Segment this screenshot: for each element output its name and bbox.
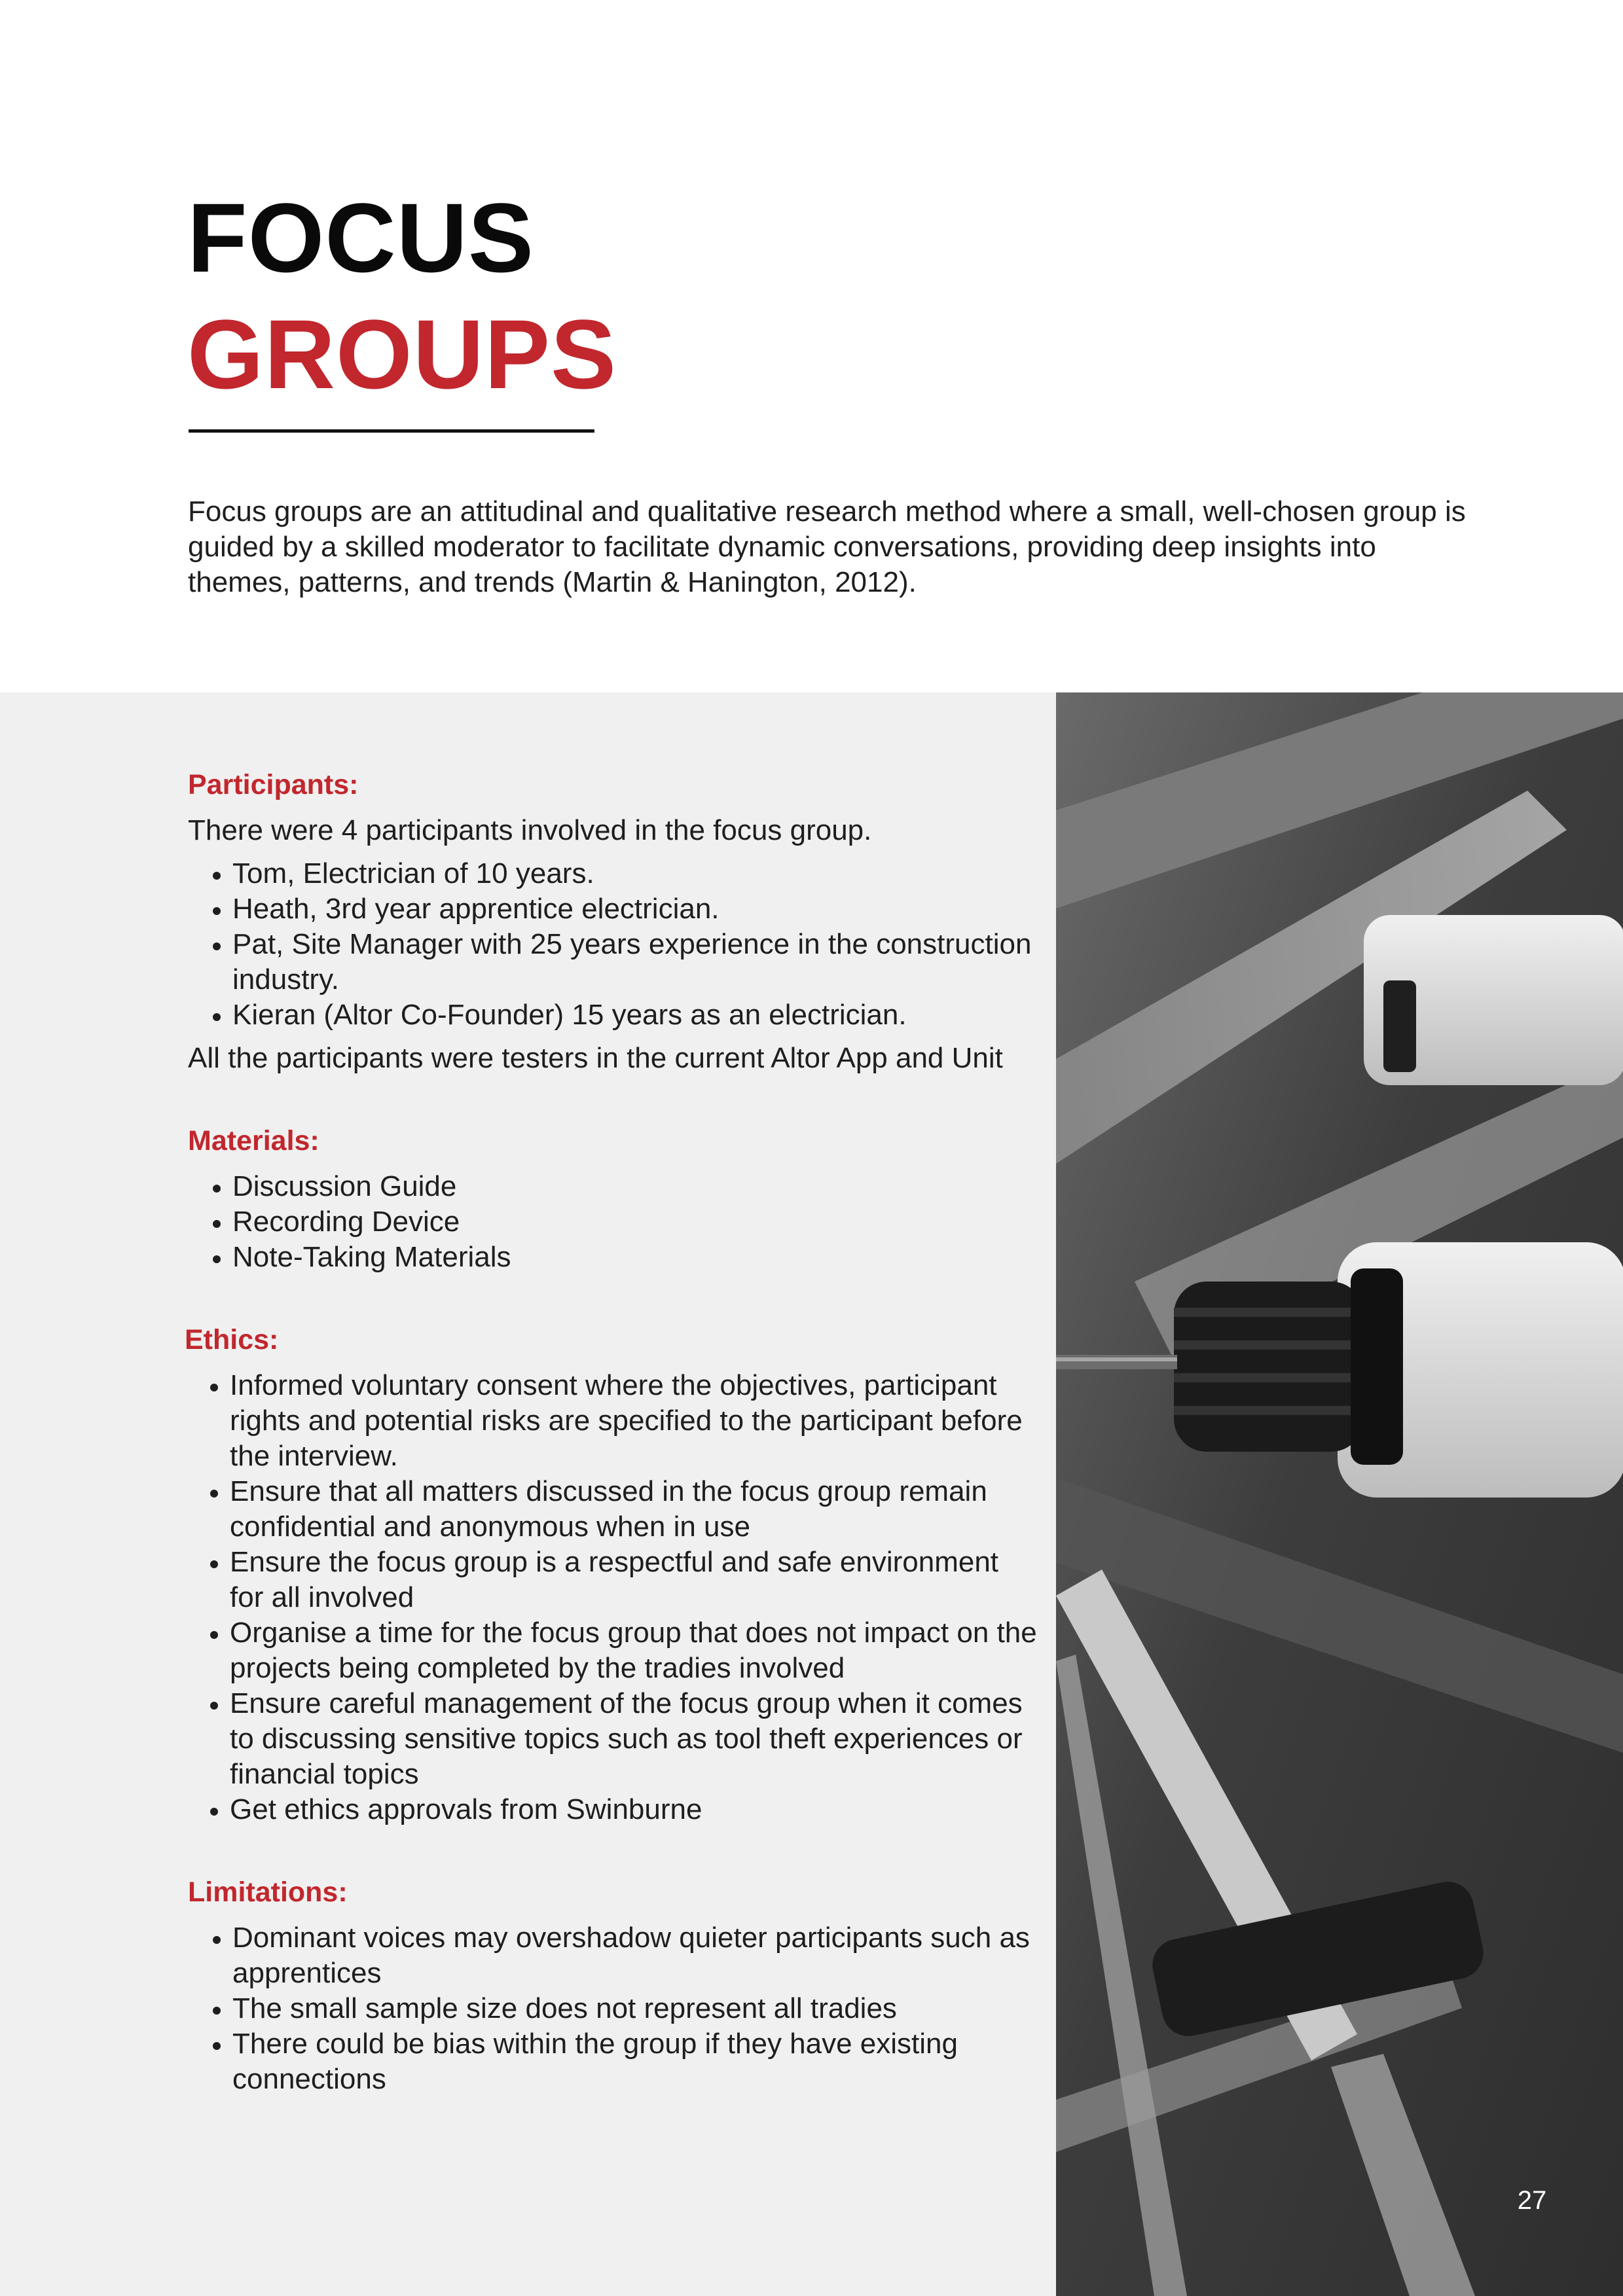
participants-section bbox=[188, 767, 1039, 1076]
participants-heading: Participants: bbox=[188, 769, 359, 800]
list-item: • Organise a time for the focus group that does not impact on the projects being completed by the tradies involved bbox=[230, 1615, 1039, 1686]
title-line-focus: FOCUS bbox=[187, 183, 534, 293]
drill-bit-shape bbox=[1056, 1355, 1177, 1369]
list-item: • Discussion Guide bbox=[232, 1169, 1039, 1204]
content-column bbox=[185, 767, 1039, 2105]
participants-closing: All the participants were testers in the current Altor App and Unit bbox=[188, 1042, 1003, 1074]
drill-trigger-shape bbox=[1383, 980, 1416, 1072]
limitations-section bbox=[188, 1874, 1039, 2097]
list-item: • Ensure the focus group is a respectful and safe environment for all involved bbox=[230, 1545, 1039, 1615]
list-item: • Ensure careful management of the focus group when it comes to discussing sensitive topics such as tool theft experiences or financial topics bbox=[230, 1686, 1039, 1792]
list-item: • The small sample size does not represent all tradies bbox=[232, 1991, 1039, 2026]
chuck-ridge bbox=[1174, 1340, 1364, 1350]
chuck-ridge bbox=[1174, 1406, 1364, 1415]
list-item: • Pat, Site Manager with 25 years experience in the construction industry. bbox=[232, 927, 1039, 997]
materials-heading: Materials: bbox=[188, 1125, 319, 1157]
limitations-list bbox=[188, 1920, 1039, 2097]
intro-paragraph: Focus groups are an attitudinal and qualitative research method where a small, well-chosen group is guided by a skilled moderator to facilitate dynamic conversations, providing deep insights into themes, patterns, and trends (Martin & Hanington, 2012). bbox=[188, 495, 1466, 598]
list-item: • Dominant voices may overshadow quieter participants such as apprentices bbox=[232, 1920, 1039, 1991]
participants-list bbox=[188, 856, 1039, 1033]
materials-list bbox=[188, 1169, 1039, 1275]
list-item: • Recording Device bbox=[232, 1204, 1039, 1240]
drill-chuck-shape bbox=[1174, 1282, 1364, 1452]
materials-section bbox=[188, 1123, 1039, 1275]
list-item: • Ensure that all matters discussed in the focus group remain confidential and anonymous when in use bbox=[230, 1474, 1039, 1545]
ethics-section bbox=[185, 1322, 1039, 1827]
list-item: • Tom, Electrician of 10 years. bbox=[232, 856, 1039, 891]
list-item: • Get ethics approvals from Swinburne bbox=[230, 1792, 1039, 1827]
drill-collar-shape bbox=[1351, 1268, 1403, 1465]
limitations-heading: Limitations: bbox=[188, 1876, 348, 1908]
list-item: • Note-Taking Materials bbox=[232, 1240, 1039, 1275]
list-item: • There could be bias within the group if they have existing connections bbox=[232, 2026, 1039, 2097]
title-underline bbox=[189, 429, 594, 433]
list-item: • Kieran (Altor Co-Founder) 15 years as an electrician. bbox=[232, 997, 1039, 1033]
chuck-ridge bbox=[1174, 1308, 1364, 1317]
ethics-heading: Ethics: bbox=[185, 1324, 279, 1355]
drill-photo bbox=[1056, 692, 1623, 2296]
title-line-groups: GROUPS bbox=[187, 299, 617, 409]
page-number: 27 bbox=[1517, 2186, 1547, 2215]
list-item: • Heath, 3rd year apprentice electrician. bbox=[232, 891, 1039, 927]
chuck-ridge bbox=[1174, 1373, 1364, 1382]
participants-lead: There were 4 participants involved in the focus group. bbox=[188, 814, 872, 846]
drill-bit-highlight bbox=[1056, 1357, 1177, 1361]
ethics-list bbox=[188, 1368, 1039, 1827]
list-item: • Informed voluntary consent where the objectives, participant rights and potential risks are specified to the participant before the interview. bbox=[230, 1368, 1039, 1474]
